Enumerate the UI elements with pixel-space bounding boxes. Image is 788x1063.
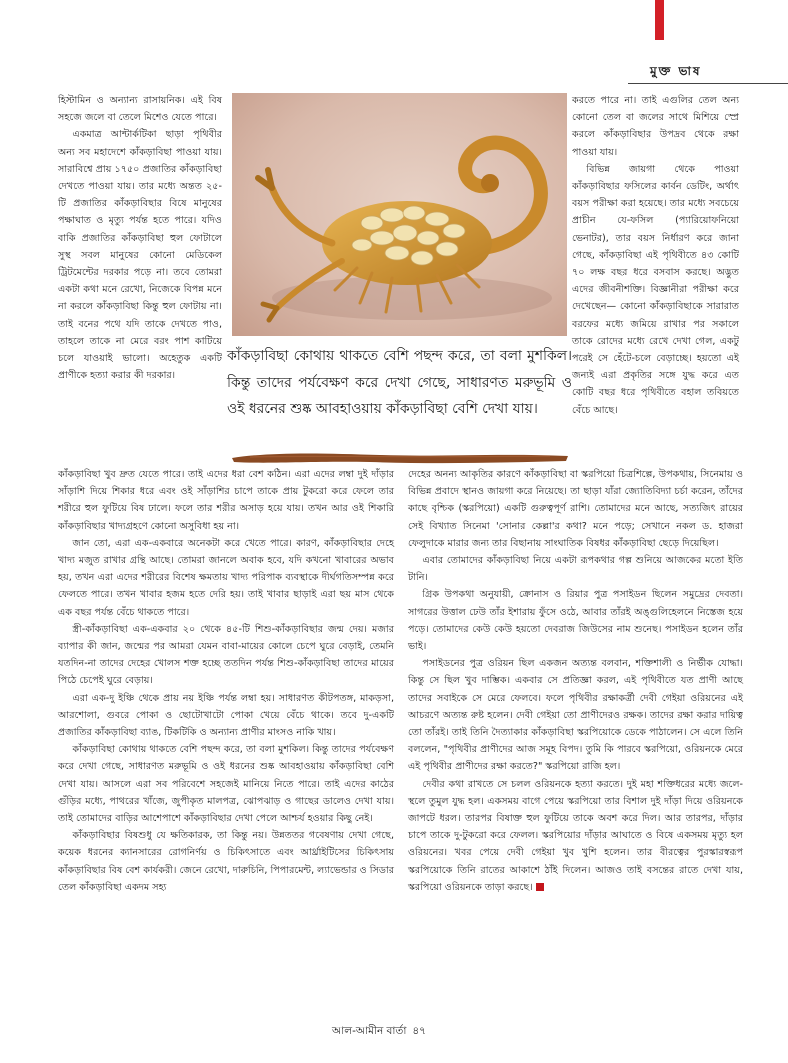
pull-quote: কাঁকড়াবিছা কোথায় থাকতে বেশি পছন্দ করে, তা বলা মুশকিল। কিন্তু তাদের পর্যবেক্ষণ করে দেখা গেছে, সাধারণত মরুভূমি ও ওই ধরনের শুষ্ক আবহাওয়ায় কাঁকড়াবিছা বেশি দেখা যায়।	[227, 348, 572, 417]
left-column	[58, 92, 222, 384]
paragraph-text: দেবীর কথা রাখতে সে চলল ওরিয়নকে হত্যা করতে। দুই মহা শক্তিধরের মধ্যে জলে-স্থলে তুমুল যুদ্ধ হল। একসময় বাগে পেয়ে স্করপিয়ো তার বিশাল দুই দাঁড়া দিয়ে ওরিয়নকে জাপটে ধরল। তারপর বিষাক্ত হুল ফুটিয়ে তাকে অবশ করে দিল। আর তারপর, দাঁড়ার চাপে তাকে দু-টুকরো করে ফেলল। স্করপিয়োর দাঁড়ার আঘাতে ও বিষে একসময় মৃত্যু হল ওরিয়নের। খবর পেয়ে দেবী গেইয়া খুব খুশি হলেন। তার বীরত্বের পুরস্কারস্বরূপ স্করপিয়োকে তিনি রাতের আকাশে ঠাঁই দিলেন। আজও তাই বসন্তের রাতে দেখা যায়, স্করপিয়ো ওরিয়নকে তাড়া করছে।	[408, 778, 743, 893]
paragraph: এবার তোমাদের কাঁকড়াবিছা নিয়ে একটা রূপকথার গল্প শুনিয়ে আজকের মতো ইতি টানি।	[408, 555, 743, 584]
scorpion-photo	[232, 93, 567, 336]
paragraph-last	[408, 776, 743, 896]
paragraph: দেহের অনন্য আকৃতির কারণে কাঁকড়াবিছা বা স্করপিয়ো চিত্রশিল্পে, উপকথায়, সিনেমায় ও বিভিন্ন প্রবাদে স্থানও জায়গা করে নিয়েছে। তা ছাড়া যাঁরা জ্যোতিবিদ্যা চর্চা করেন, তাঁদের কাছে বৃশ্চিক (স্করপিয়ো) একটি গুরুত্বপূর্ণ রাশি। তোমাদের মনে আছে, সত্যজিৎ রায়ের সেই বিখ্যাত সিনেমা 'সোনার কেল্লা'র কথা? মনে পড়ে; সেখানে নকল ড. হাজরা ফেলুদাকে মারার জন্য তার বিছানায় সাংঘাতিক বিষধর কাঁকড়াবিছা ছেড়ে দিয়েছিল।	[408, 469, 743, 549]
paragraph: কাঁকড়াবিছার বিষশুধু যে ক্ষতিকারক, তা কিন্তু নয়। উন্নততর গবেষণায় দেখা গেছে, কয়েক ধরনের ক্যানসারের রোগনির্ণয় ও চিকিৎসাতে এবং আর্থ্রাইটিসের চিকিৎসায় কাঁকড়াবিছার বিষ বেশ কার্যকরী। জেনে রেখো, দারুচিনি, পিপারমেন্ট, ল্যাভেন্ডার ও সিডার তেল কাঁকড়াবিছা একদম সহ্য	[58, 830, 394, 893]
paragraph: স্ত্রী-কাঁকড়াবিছা এক-একবার ২০ থেকে ৪৫-টি শিশু-কাঁকড়াবিছার জন্ম দেয়। মজার ব্যাপার কী জান, জন্মের পর আমরা যেমন বাবা-মায়ের কোলে চেপে ঘুরে বেড়াই, তেমনি যতদিন-না তাদের দেহের খোলস শক্ত হচ্ছে ততদিন পর্যন্ত শিশু-কাঁকড়াবিছা তাদের মায়ের পিঠে চেপেই ঘুরে বেড়ায়।	[58, 623, 394, 687]
paragraph: কাঁকড়াবিছা খুব দ্রুত যেতে পারে। তাই এদের ধরা বেশ কঠিন। এরা এদের লম্বা দুই দাঁড়ার সাঁড়াশি দিয়ে শিকার ধরে এবং ওই সাঁড়াশির চাপে তাকে প্রায় টুকরো করে ফেলে তার শরীরে হুল ফুটিয়ে বিষ ঢালে। ফলে তার শরীর অসাড় হয়ে যায়। তখন আর ওই শিকারি কাঁকড়াবিছার খাদ্যগ্রহণে কোনো অসুবিধা হয় না।	[58, 469, 394, 532]
paragraph: এরা এক-দু ইঞ্চি থেকে প্রায় নয় ইঞ্চি পর্যন্ত লম্বা হয়। সাধারণত কীটপতঙ্গ, মাকড়সা, আরশোলা, গুবরে পোকা ও ছোটোখাটো পোকা খেয়ে বেঁচে থাকে। তবে দু-একটি প্রজাতির কাঁকড়াবিছা ব্যাঙ, টিকটিকি ও অন্যান্য প্রাণীর মাংসও নাকি খায়।	[58, 692, 394, 739]
header-accent-bar	[655, 0, 664, 40]
right-column	[572, 92, 739, 419]
header-rule	[628, 83, 788, 84]
paragraph: বিভিন্ন জায়গা থেকে পাওয়া কাঁকড়াবিছার ফসিলের কার্বন ডেটিং, অর্থাৎ বয়স পরীক্ষা করা হয়েছে। তার মধ্যে সবচেয়ে প্রাচীন যে-ফসিল (প্যারিয়োফনিয়ো ভেনাটর), তার বয়স নির্ধারণ করে জানা গেছে, কাঁকড়াবিছা এই পৃথিবীতে ৪৩ কোটি ৭০ লক্ষ বছর ধরে বসবাস করছে। অদ্ভুত এদের জীবনীশক্তি। বিজ্ঞানীরা পরীক্ষা করে দেখেছেন— কোনো কাঁকড়াবিছাকে সারারাত বরফের মধ্যে জমিয়ে রাখার পর সকালে তাকে রোদের মধ্যে রেখে দেখা গেল, একটু পরেই সে হেঁটে-চলে বেড়াচ্ছে। হয়তো এই জন্যই এরা প্রকৃতির সঙ্গে যুদ্ধ করে এত কোটি বছর ধরে পৃথিবীতে বহাল তবিয়তে বেঁচে আছে।	[572, 163, 739, 416]
paragraph: গ্রিক উপকথা অনুযায়ী, ক্রোনাস ও রিয়ার পুত্র পসাইডন ছিলেন সমুদ্রের দেবতা। সাগরের উত্তাল ঢেউ তাঁর ইশারায় ফুঁসে ওঠে, আবার তাঁরই অঙ্গুলিহেলনে নিস্তেজ হয়ে পড়ে। তোমাদের কেউ কেউ হয়তো দেবরাজ জিউসের নাম শুনেছ। পসাইডন হলেন তাঁর ভাই।	[408, 589, 743, 653]
paragraph: কাঁকড়াবিছা কোথায় থাকতে বেশি পছন্দ করে, তা বলা মুশকিল। কিন্তু তাদের পর্যবেক্ষণ করে দেখা গেছে, সাধারণত মরুভূমি ও ওই ধরনের শুষ্ক আবহাওয়ায় কাঁকড়াবিছা বেশি দেখা যায়। আসলে এরা সব পরিবেশে সহজেই মানিয়ে নিতে পারে। তাই এদের কাঠের গুঁড়ির মধ্যে, পাথরের খাঁজে, জুপীকৃত মালপত্র, ঝোপঝাড় ও গাছের ডালেও দেখা যায়। তাই তোমাদের বাড়ির আশেপাশে কাঁকড়াবিছার দেখা পেলে আশ্চর্য হওয়ার কিছু নেই।	[58, 744, 394, 825]
page-number: ৪৭	[412, 1025, 426, 1037]
end-mark-icon	[536, 883, 544, 891]
paragraph: জান তো, এরা এক-একবারে অনেকটা করে খেতে পারে। কারণ, কাঁকড়াবিছার দেহে খাদ্য মজুত রাখার গ্রন্থি আছে। তোমরা জানলে অবাক হবে, যদি কখনো খাবারের অভাব হয়, তখন এরা এদের শরীরের বিশেষ ক্ষমতায় খাদ্য পরিপাক ব্যবস্থাকে দীর্ঘগতিসম্পন্ন করে ফেলতে পারে। তখন খাবার হজম হতে দেরি হয়। তাই খাবার ছাড়াই এরা ছয় মাস থেকে এক বছর পর্যন্ত বেঁচে থাকতে পারে।	[58, 537, 394, 618]
section-label: মুক্ত ভাষ	[650, 64, 702, 78]
paragraph: হিস্টামিন ও অন্যান্য রাসায়নিক। এই বিষ সহজে জলে বা তেলে মিশেও যেতে পারে।	[58, 95, 222, 124]
brush-stroke-divider	[230, 449, 570, 467]
page-footer	[332, 1024, 426, 1041]
bottom-right-column	[408, 466, 743, 896]
paragraph: করতে পারে না। তাই এগুলির তেল অন্য কোনো তেল বা জলের সাথে মিশিয়ে স্প্রে করলে কাঁকড়াবিছার উপদ্রব থেকে রক্ষা পাওয়া যায়।	[572, 95, 739, 158]
magazine-name: আল-আমীন বার্তা	[332, 1025, 407, 1037]
paragraph: একমাত্র আন্টার্কটিকা ছাড়া পৃথিবীর অন্য সব মহাদেশে কাঁকড়াবিছা পাওয়া যায়। সারাবিশ্বে প্রায় ১৭৫০ প্রজাতির কাঁকড়াবিছা দেখতে পাওয়া যায়। তার মধ্যে অন্তত ২৫-টি প্রজাতির কাঁকড়াবিছার বিষে মানুষের পক্ষাঘাত ও মৃত্যু পর্যন্ত হতে পারে। যদিও বাকি প্রজাতির কাঁকড়াবিছা হুল ফোটালে সুস্থ সবল মানুষের কোনো মেডিকেল ট্রিটমেন্টের দরকার পড়ে না। তবে তোমরা একটা কথা মনে রেখো, নিজেকে বিপন্ন মনে না করলে কাঁকড়াবিছা কিন্তু হুল ফোটায় না। তাই বনের পথে যদি তাকে দেখতে পাও, তাহলে তাকে না মেরে বরং পাশ কাটিয়ে চলে যাওয়াই ভালো। অহেতুক একটি প্রাণীকে হত্যা করার কী দরকার।	[58, 129, 222, 382]
bottom-left-column	[58, 466, 394, 896]
paragraph: পসাইডনের পুত্র ওরিয়ন ছিল একজন অত্যন্ত বলবান, শক্তিশালী ও নির্ভীক যোদ্ধা। কিন্তু সে ছিল খুব দাম্ভিক। একবার সে প্রতিজ্ঞা করল, এই পৃথিবীতে যত প্রাণী আছে তাদের সবাইকে সে মেরে ফেলবে। ফলে পৃথিবীর রক্ষাকর্ত্রী দেবী গেইয়া ওরিয়নের এই আচরণে অত্যন্ত রুষ্ট হলেন। দেবী গেইয়া তো প্রাণীদেরও রক্ষক। তাদের রক্ষা করার দায়িত্ব তো তাঁরই। তাই তিনি দৈত্যাকার কাঁকড়াবিছা স্করপিয়োকে ডেকে পাঠালেন। সে এলে তিনি বললেন, "পৃথিবীর প্রাণীদের আজ সমূহ বিপদ। তুমি কি পারবে স্করপিয়ো, ওরিয়নকে মেরে এই পৃথিবীর প্রাণীদের রক্ষা করতে?" স্করপিয়ো রাজি হল।	[408, 658, 743, 773]
